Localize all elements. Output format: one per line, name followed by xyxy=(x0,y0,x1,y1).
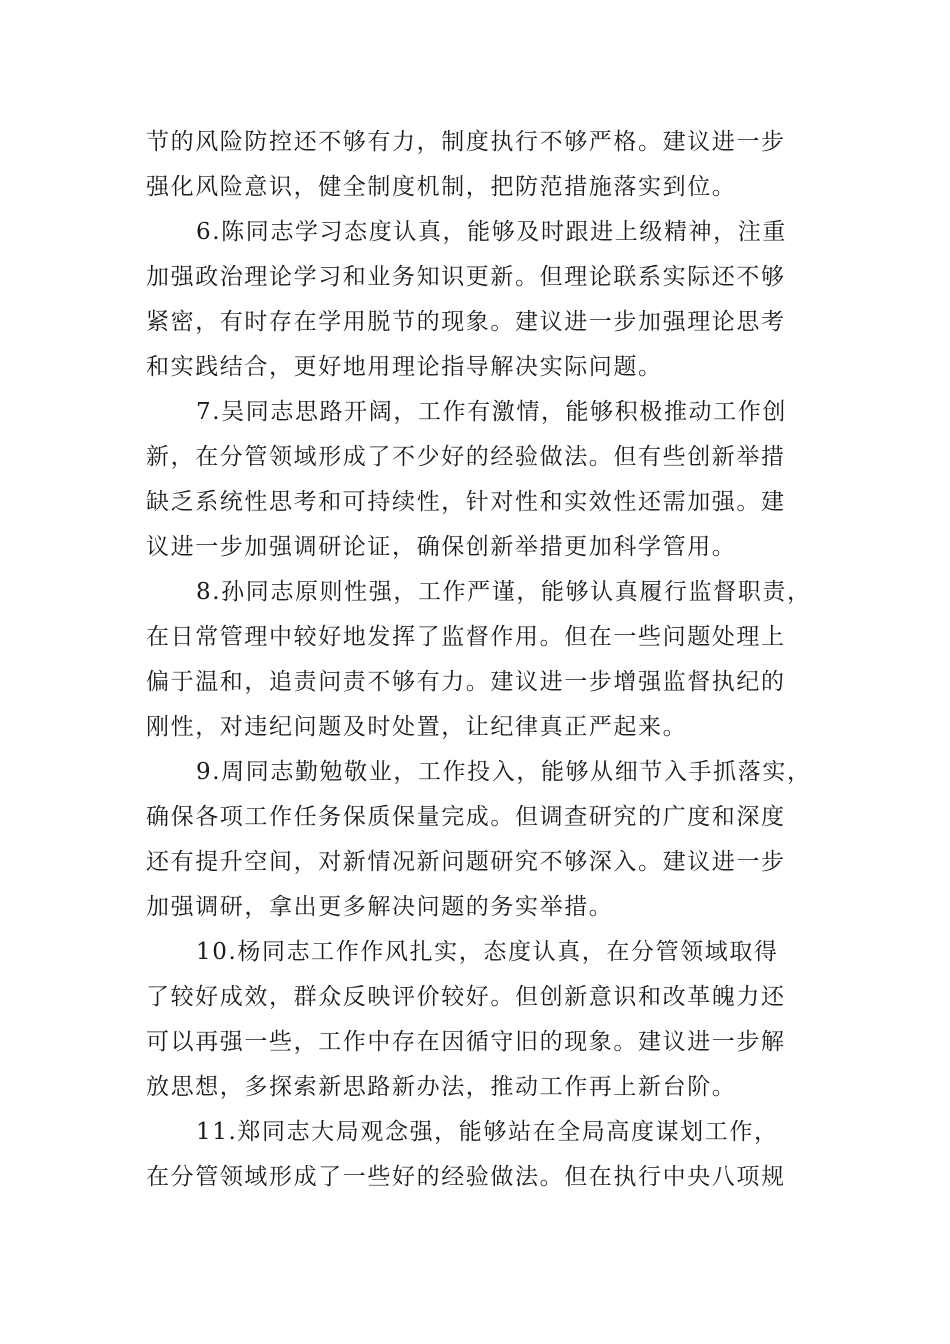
paragraph-start-line: 9.周同志勤勉敬业，工作投入，能够从细节入手抓落实， xyxy=(196,759,812,785)
text-line: 可以再强一些，工作中存在因循守旧的现象。建议进一步解 xyxy=(146,1029,786,1055)
text-line: 紧密，有时存在学用脱节的现象。建议进一步加强理论思考 xyxy=(146,309,786,335)
text-line: 节的风险防控还不够有力，制度执行不够严格。建议进一步 xyxy=(146,129,786,155)
text-line: 确保各项工作任务保质保量完成。但调查研究的广度和深度 xyxy=(146,804,786,830)
text-line: 刚性，对违纪问题及时处置，让纪律真正严起来。 xyxy=(146,714,688,740)
paragraph-start-line: 7.吴同志思路开阔，工作有激情，能够积极推动工作创 xyxy=(196,399,787,425)
text-line: 议进一步加强调研论证，确保创新举措更加科学管用。 xyxy=(146,534,737,560)
paragraph-start-line: 8.孙同志原则性强，工作严谨，能够认真履行监督职责， xyxy=(196,579,812,605)
text-line: 还有提升空间，对新情况新问题研究不够深入。建议进一步 xyxy=(146,849,786,875)
paragraph-start-line: 11.郑同志大局观念强，能够站在全局高度谋划工作， xyxy=(196,1119,779,1145)
text-line: 强化风险意识，健全制度机制，把防范措施落实到位。 xyxy=(146,174,737,200)
text-line: 加强调研，拿出更多解决问题的务实举措。 xyxy=(146,894,614,920)
text-line: 加强政治理论学习和业务知识更新。但理论联系实际还不够 xyxy=(146,264,786,290)
text-line: 在日常管理中较好地发挥了监督作用。但在一些问题处理上 xyxy=(146,624,786,650)
text-line: 放思想，多探索新思路新办法，推动工作再上新台阶。 xyxy=(146,1074,737,1100)
text-line: 和实践结合，更好地用理论指导解决实际问题。 xyxy=(146,354,663,380)
document-body xyxy=(146,120,812,1200)
text-line: 新，在分管领域形成了不少好的经验做法。但有些创新举措 xyxy=(146,444,786,470)
text-line: 偏于温和，追责问责不够有力。建议进一步增强监督执纪的 xyxy=(146,669,786,695)
text-line: 缺乏系统性思考和可持续性，针对性和实效性还需加强。建 xyxy=(146,489,786,515)
paragraph-start-line: 6.陈同志学习态度认真，能够及时跟进上级精神，注重 xyxy=(196,219,787,245)
paragraph-start-line: 10.杨同志工作作风扎实，态度认真，在分管领域取得 xyxy=(196,939,779,965)
text-line: 在分管领域形成了一些好的经验做法。但在执行中央八项规 xyxy=(146,1164,786,1190)
text-line: 了较好成效，群众反映评价较好。但创新意识和改革魄力还 xyxy=(146,984,786,1010)
